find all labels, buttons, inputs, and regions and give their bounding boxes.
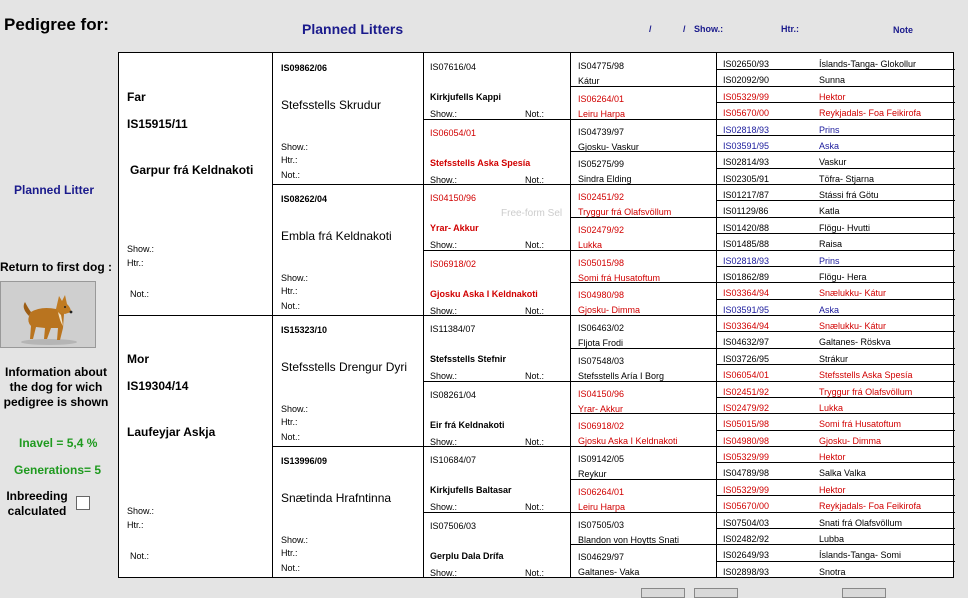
dog-name[interactable]: Strákur	[819, 353, 849, 364]
planned-litter-link[interactable]: Planned Litter	[14, 183, 95, 197]
dog-reg-number[interactable]: IS19304/14	[127, 379, 189, 393]
watermark-text: Free-form Sel	[501, 208, 563, 219]
dog-reg-number[interactable]: IS01420/88	[723, 222, 770, 233]
dog-reg-number[interactable]: IS08261/04	[430, 389, 477, 400]
htr-label: Htr.:	[281, 548, 298, 558]
dog-reg-number[interactable]: IS05670/00	[723, 108, 770, 119]
dog-reg-number[interactable]: IS03364/94	[723, 288, 770, 299]
page-title: Pedigree for:	[4, 15, 109, 34]
show-label: Show.:	[281, 404, 309, 414]
bottom-button-1[interactable]	[641, 588, 685, 598]
row-divider	[570, 381, 716, 382]
dog-reg-number[interactable]: IS01862/89	[723, 271, 770, 282]
row-divider	[716, 446, 955, 447]
dog-reg-number[interactable]: IS01485/88	[723, 239, 770, 250]
row-divider	[716, 462, 955, 463]
dog-name[interactable]: Raisa	[819, 239, 843, 250]
dog-name[interactable]: Gerplu Dala Drífa	[430, 550, 504, 561]
first-dog-button[interactable]	[0, 281, 96, 348]
dog-name[interactable]: Snotra	[819, 566, 846, 577]
row-divider	[716, 495, 955, 496]
info-text: Information about the dog for wich pedigree is shown	[3, 365, 109, 409]
pedigree-table	[118, 52, 954, 578]
dog-name[interactable]: Leiru Harpa	[578, 108, 626, 119]
inavel-value: Inavel = 5,4 %	[19, 436, 98, 450]
dog-reg-number[interactable]: IS09142/05	[578, 454, 625, 464]
not-label: Not.:	[525, 502, 545, 512]
row-divider	[423, 119, 570, 120]
dog-reg-number[interactable]: IS01129/86	[723, 206, 769, 217]
inbreeding-checkbox[interactable]	[76, 496, 90, 510]
dog-name[interactable]: Gjosku- Dimma	[819, 435, 882, 446]
header-note-label: Note	[893, 25, 913, 35]
generations-value: Generations= 5	[14, 463, 102, 477]
dog-reg-number[interactable]: IS02649/93	[723, 550, 770, 561]
dog-name[interactable]: Töfra- Stjarna	[819, 173, 875, 184]
show-label: Show.:	[127, 244, 155, 254]
dog-reg-number[interactable]: IS02818/93	[723, 124, 770, 135]
dog-name[interactable]: Leiru Harpa	[578, 501, 626, 512]
htr-label: Htr.:	[127, 520, 144, 530]
dog-name[interactable]: Gjosku Aska I Keldnakoti	[578, 436, 678, 447]
not-label: Not.:	[525, 371, 545, 381]
dog-name[interactable]: Reykjadals- Foa Feikirofa	[819, 501, 922, 512]
row-divider	[570, 479, 716, 480]
dog-name[interactable]: Vaskur	[819, 157, 847, 168]
dog-reg-number[interactable]: IS15323/10	[281, 325, 328, 335]
dog-name[interactable]: Katla	[819, 206, 840, 217]
dog-name[interactable]: Prins	[819, 255, 840, 266]
dog-reg-number[interactable]: IS07505/03	[578, 519, 625, 530]
dog-name[interactable]: Aska	[819, 304, 840, 315]
bottom-button-2[interactable]	[694, 588, 738, 598]
dog-name[interactable]: Salka Valka	[819, 468, 866, 479]
row-divider	[716, 102, 955, 103]
show-label: Show.:	[430, 174, 458, 185]
row-divider	[570, 217, 716, 218]
dog-name[interactable]: Snætinda Hrafntinna	[281, 491, 392, 505]
dog-name[interactable]: Somi frá Husatoftum	[819, 419, 902, 430]
row-divider	[272, 446, 423, 447]
dog-reg-number[interactable]: IS05015/98	[578, 257, 625, 268]
dog-reg-number[interactable]: IS10684/07	[430, 455, 477, 465]
row-divider	[570, 348, 716, 349]
not-label: Not.:	[525, 305, 545, 316]
dog-reg-number[interactable]: IS04980/98	[578, 290, 625, 301]
dog-reg-number[interactable]: IS07616/04	[430, 62, 477, 72]
dog-reg-number[interactable]: IS07506/03	[430, 520, 477, 531]
dog-name[interactable]: Eir frá Keldnakoti	[430, 419, 505, 430]
dog-reg-number[interactable]: IS06264/01	[578, 93, 625, 104]
dog-name[interactable]: Tryggur frá Olafsvöllum	[578, 207, 672, 217]
not-label: Not.:	[525, 109, 545, 119]
dog-reg-number[interactable]: IS04629/97	[578, 552, 625, 563]
row-divider	[716, 397, 955, 398]
show-label: Show.:	[430, 436, 458, 447]
dog-reg-number[interactable]: IS04789/98	[723, 468, 770, 479]
row-divider	[716, 561, 955, 562]
dog-reg-number[interactable]: IS03364/94	[723, 321, 770, 331]
dog-reg-number[interactable]: IS06463/02	[578, 323, 625, 333]
row-divider	[716, 266, 955, 267]
dog-name[interactable]: Somi frá Husatoftum	[578, 272, 661, 283]
row-divider	[570, 86, 716, 87]
dog-reg-number[interactable]: IS05670/00	[723, 501, 770, 512]
dog-reg-number[interactable]: IS09862/06	[281, 63, 328, 73]
not-label: Not.:	[525, 567, 545, 578]
dog-reg-number[interactable]: IS13996/09	[281, 456, 328, 466]
show-label: Show.:	[281, 273, 309, 283]
row-divider	[716, 151, 955, 152]
dog-reg-number[interactable]: IS06054/01	[430, 127, 477, 138]
dog-reg-number[interactable]: IS04775/98	[578, 61, 625, 71]
dog-name[interactable]: Galtanes- Vaka	[578, 567, 640, 578]
dog-name[interactable]: Snælukku- Kátur	[819, 321, 887, 331]
dog-reg-number[interactable]: IS04150/96	[430, 193, 477, 203]
row-divider	[716, 168, 955, 169]
not-label: Not.:	[281, 170, 301, 180]
not-label: Not.:	[130, 289, 150, 299]
row-divider	[716, 69, 955, 70]
dog-reg-number[interactable]: IS03726/95	[723, 353, 770, 364]
row-divider	[716, 86, 955, 87]
dog-name[interactable]: Aska	[819, 140, 840, 151]
row-divider	[716, 512, 955, 513]
dog-name[interactable]: Kirkjufells Kappi	[430, 92, 502, 102]
dog-name[interactable]: Stefsstells Aska Spesía	[819, 370, 913, 381]
dog-reg-number[interactable]: IS05329/99	[723, 452, 770, 462]
inbreeding-label: Inbreeding calculated	[6, 489, 68, 518]
dog-reg-number[interactable]: IS05329/99	[723, 484, 770, 495]
bottom-button-3[interactable]	[842, 588, 886, 598]
show-label: Show.:	[430, 305, 458, 316]
dog-reg-number[interactable]: IS02818/93	[723, 255, 770, 266]
dog-name[interactable]: Hektor	[819, 452, 846, 462]
dog-reg-number[interactable]: IS05329/99	[723, 91, 770, 102]
dog-name[interactable]: Flögu- Hera	[819, 271, 867, 282]
dog-name[interactable]: Lubba	[819, 533, 845, 544]
row-divider	[272, 184, 423, 185]
dog-reg-number[interactable]: IS06264/01	[578, 486, 625, 497]
show-label: Show.:	[127, 506, 155, 516]
dog-name[interactable]: Galtanes- Röskva	[819, 337, 891, 348]
dog-name[interactable]: Kirkjufells Baltasar	[430, 485, 512, 495]
not-label: Not.:	[130, 551, 150, 561]
dog-reg-number[interactable]: IS02814/93	[723, 157, 770, 168]
dog-name[interactable]: Prins	[819, 124, 840, 135]
dog-name[interactable]: Snælukku- Kátur	[819, 288, 887, 299]
header-slash-1: /	[649, 24, 652, 34]
row-divider	[423, 250, 570, 251]
row-divider	[716, 233, 955, 234]
row-divider	[716, 331, 955, 332]
row-divider	[119, 315, 272, 316]
row-divider	[716, 430, 955, 431]
dog-name[interactable]: Tryggur frá Olafsvöllum	[819, 386, 913, 397]
dog-name[interactable]: Hektor	[819, 91, 846, 102]
show-label: Show.:	[430, 502, 458, 512]
dog-reg-number[interactable]: IS02479/92	[723, 402, 770, 413]
dog-name[interactable]: Garpur frá Keldnakoti	[130, 163, 254, 177]
show-label: Show.:	[430, 371, 458, 381]
dog-name[interactable]: Gjosku- Dimma	[578, 305, 641, 316]
show-label: Show.:	[430, 240, 458, 250]
header-htr-label: Htr.:	[781, 24, 799, 34]
header-show-label: Show.:	[694, 24, 724, 34]
dog-icon	[1, 282, 95, 347]
dog-name[interactable]: Hektor	[819, 484, 846, 495]
row-divider	[423, 381, 570, 382]
dog-name[interactable]: Stefsstells Drengur Dyri	[281, 360, 408, 374]
dog-name[interactable]: Yrar- Akkur	[430, 223, 479, 233]
htr-label: Htr.:	[281, 286, 298, 296]
htr-label: Htr.:	[281, 417, 298, 427]
dog-name[interactable]: Gjosku- Vaskur	[578, 141, 639, 152]
dog-reg-number[interactable]: IS01217/87	[723, 190, 770, 200]
row-divider	[716, 348, 955, 349]
dog-name[interactable]: Blandon von Hoytts Snati	[578, 534, 680, 545]
dog-name[interactable]: Lukka	[819, 402, 844, 413]
dog-name[interactable]: Fljota Frodi	[578, 338, 624, 348]
dog-reg-number[interactable]: IS02898/93	[723, 566, 770, 577]
row-divider	[570, 119, 716, 120]
not-label: Not.:	[525, 240, 545, 250]
dog-name[interactable]: Íslands-Tanga- Somi	[819, 550, 902, 561]
show-label: Show.:	[430, 109, 458, 119]
row-divider	[716, 200, 955, 201]
dog-reg-number[interactable]: IS05015/98	[723, 419, 770, 430]
dog-reg-number[interactable]: IS02092/90	[723, 75, 770, 86]
dog-name[interactable]: Laufeyjar Askja	[127, 425, 216, 439]
dog-reg-number[interactable]: IS02482/92	[723, 533, 770, 544]
dog-name[interactable]: Sindra Elding	[578, 174, 632, 185]
dog-reg-number[interactable]: IS15915/11	[127, 117, 188, 131]
dog-reg-number[interactable]: IS06918/02	[578, 421, 625, 432]
not-label: Not.:	[281, 432, 301, 442]
dog-name[interactable]: Stefsstells Stefnir	[430, 354, 507, 364]
show-label: Show.:	[430, 567, 458, 578]
dog-reg-number[interactable]: IS08262/04	[281, 194, 328, 204]
row-divider	[716, 250, 955, 251]
dog-reg-number[interactable]: IS06054/01	[723, 370, 770, 381]
dog-reg-number[interactable]: IS04150/96	[578, 388, 625, 399]
row-divider	[716, 299, 955, 300]
dog-reg-number[interactable]: IS11384/07	[430, 324, 476, 334]
return-to-first-dog-label: Return to first dog :	[0, 260, 112, 274]
not-label: Not.:	[525, 174, 545, 185]
planned-litters-title: Planned Litters	[302, 21, 404, 37]
row-divider	[716, 528, 955, 529]
dog-name[interactable]: Sunna	[819, 75, 846, 86]
row-divider	[716, 282, 955, 283]
not-label: Not.:	[525, 436, 545, 447]
dog-reg-number[interactable]: IS03591/95	[723, 304, 770, 315]
row-divider	[570, 512, 716, 513]
dog-reg-number[interactable]: IS02305/91	[723, 173, 770, 184]
dog-name[interactable]: Flögu- Hvutti	[819, 222, 871, 233]
dog-role-label: Far	[127, 90, 146, 104]
dog-name[interactable]: Gjosku Aska I Keldnakoti	[430, 288, 538, 299]
row-divider	[716, 479, 955, 480]
row-divider	[716, 381, 955, 382]
row-divider	[716, 135, 955, 136]
dog-name[interactable]: Stefsstells Skrudur	[281, 98, 382, 112]
row-divider	[570, 250, 716, 251]
dog-reg-number[interactable]: IS04739/97	[578, 126, 625, 137]
dog-reg-number[interactable]: IS02479/92	[578, 224, 625, 235]
dog-name[interactable]: Stássi frá Götu	[819, 190, 879, 200]
show-label: Show.:	[281, 142, 309, 152]
dog-reg-number[interactable]: IS03591/95	[723, 140, 770, 151]
show-label: Show.:	[281, 535, 309, 545]
dog-reg-number[interactable]: IS02451/92	[578, 192, 625, 202]
dog-reg-number[interactable]: IS06918/02	[430, 258, 477, 269]
dog-name[interactable]: Snati frá Olafsvöllum	[819, 517, 903, 528]
dog-name[interactable]: Reykur	[578, 469, 607, 479]
row-divider	[716, 364, 955, 365]
dog-name[interactable]: Embla frá Keldnakoti	[281, 229, 392, 243]
row-divider	[716, 119, 955, 120]
row-divider	[272, 315, 423, 316]
dog-reg-number[interactable]: IS07504/03	[723, 517, 770, 528]
htr-label: Htr.:	[281, 155, 298, 165]
header-slash-2: /	[683, 24, 686, 34]
dog-reg-number[interactable]: IS07548/03	[578, 355, 625, 366]
dog-name[interactable]: Íslands-Tanga- Glokollur	[819, 59, 917, 69]
not-label: Not.:	[281, 301, 301, 311]
dog-reg-number[interactable]: IS02650/93	[723, 59, 770, 69]
row-divider	[716, 544, 955, 545]
htr-label: Htr.:	[127, 258, 144, 268]
dog-role-label: Mor	[127, 352, 149, 366]
not-label: Not.:	[281, 563, 301, 573]
row-divider	[716, 217, 955, 218]
dog-name[interactable]: Yrar- Akkur	[578, 403, 624, 414]
dog-name[interactable]: Stefsstells Aría I Borg	[578, 370, 665, 381]
dog-reg-number[interactable]: IS05275/99	[578, 159, 625, 170]
row-divider	[423, 512, 570, 513]
dog-name[interactable]: Kátur	[578, 76, 600, 86]
row-divider	[716, 315, 955, 316]
dog-name[interactable]: Lukka	[578, 239, 603, 250]
dog-name[interactable]: Reykjadals- Foa Feikirofa	[819, 108, 922, 119]
dog-reg-number[interactable]: IS02451/92	[723, 386, 770, 397]
row-divider	[716, 413, 955, 414]
dog-reg-number[interactable]: IS04632/97	[723, 337, 770, 348]
dog-name[interactable]: Stefsstells Aska Spesía	[430, 157, 531, 168]
dog-reg-number[interactable]: IS04980/98	[723, 435, 770, 446]
row-divider	[716, 184, 955, 185]
